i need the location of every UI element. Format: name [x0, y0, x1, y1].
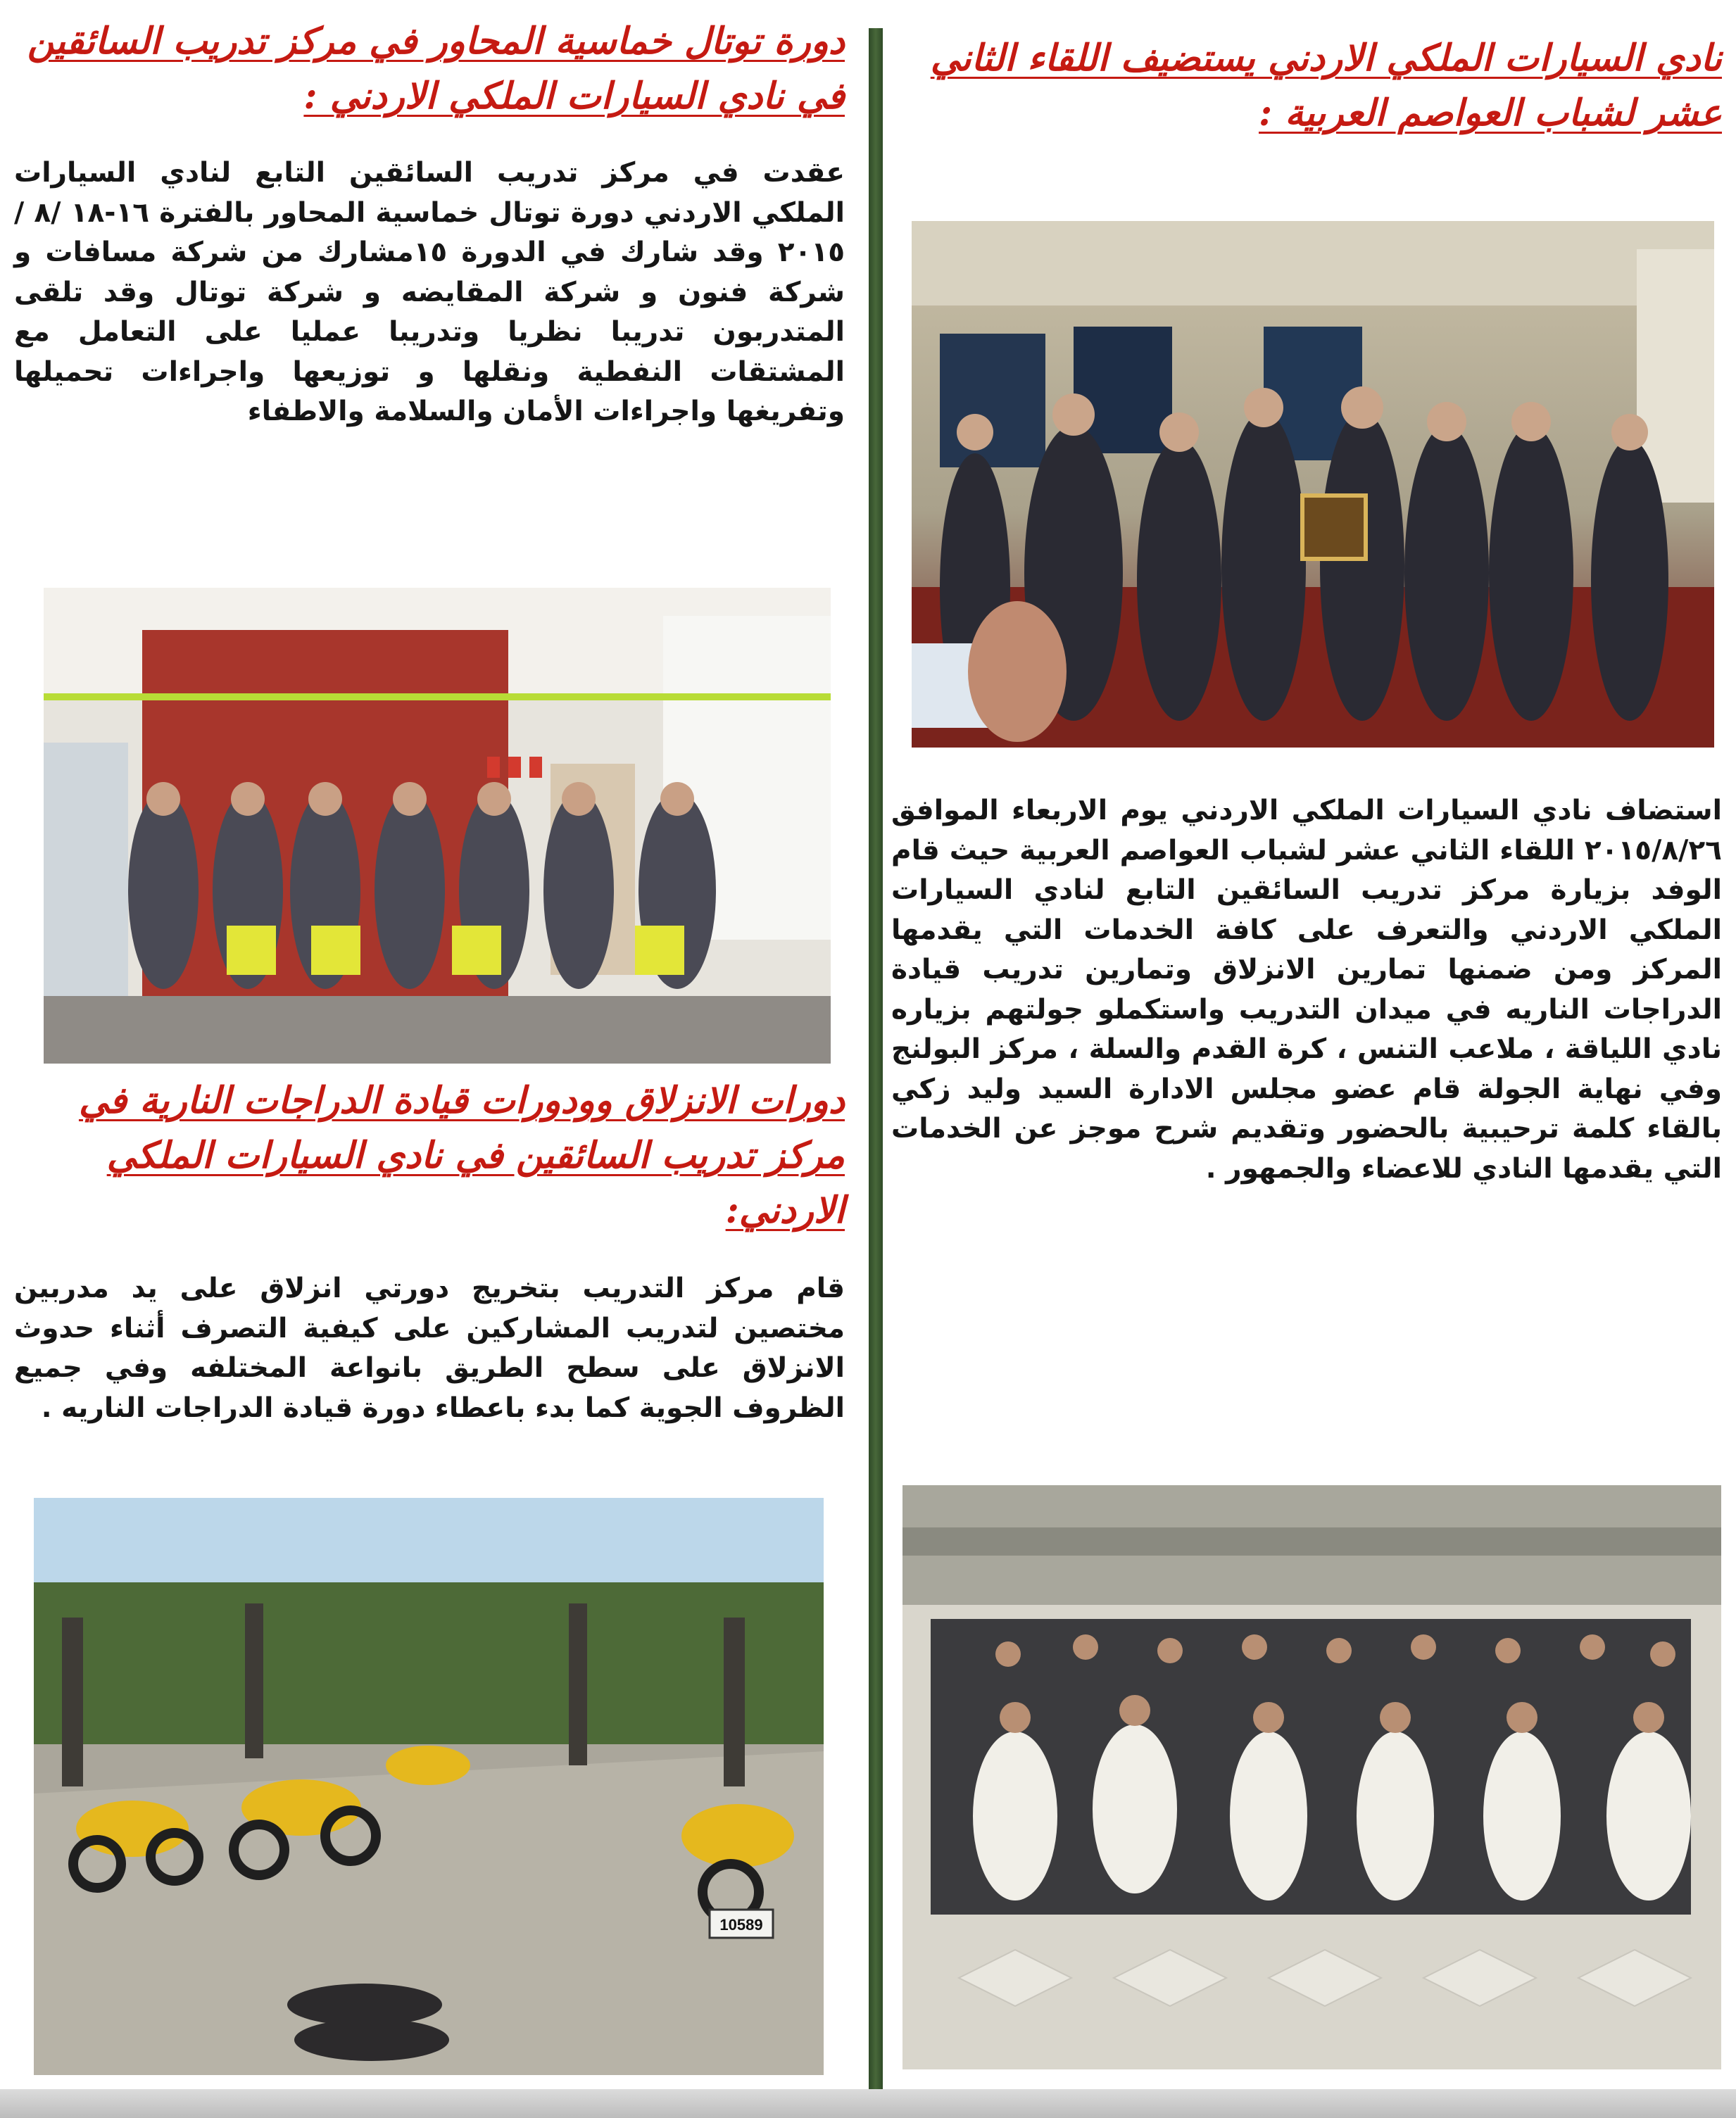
motorcycle-training-photo	[34, 1498, 824, 2075]
license-plate-text: 10589	[719, 1916, 763, 1934]
right-article-body-block	[891, 791, 1722, 1189]
total-trainees-photo	[44, 588, 831, 1064]
page-bottom-band	[0, 2089, 1736, 2118]
left-article-1-body: عقدت في مركز تدريب السائقين التابع لنادي السيارات الملكي الاردني دورة توتال خماسية المحاور بالفترة ١٦-١٨ /٨ /٢٠١٥ وقد شارك في الدورة ١٥مشارك من شركة مسافات و شركة فنون و شركة المقايضه و شركة توتال وقد تلقى المتدربون تدريبا نظريا وتدريبا عمليا على التعامل مع المشتقات النفطية ونقلها و توزيعها واجراءات تحميلها وتفريغها واجراءات الأمان والسلامة والاطفاء	[14, 157, 845, 427]
right-article-body: استضاف نادي السيارات الملكي الاردني يوم الاربعاء الموافق ٢٠١٥/٨/٢٦ اللقاء الثاني عشر لشباب العواصم العربية حيث قام الوفد بزيارة مركز تدريب السائقين التابع لنادي السيارات الملكي الاردني والتعرف على كافة الخدمات التي يقدمها المركز ومن ضمنها تمارين الانزلاق وتمارين تدريب قيادة الدراجات الناريه في ميدان التدريب واستكملو جولتهم بزياره نادي اللياقة ، ملاعب التنس ، كرة القدم والسلة ، مركز البولنج وفي نهاية الجولة قام عضو مجلس الادارة السيد وليد زكي بالقاء كلمة ترحيبية بالحضور وتقديم شرح موجز عن الخدمات التي يقدمها النادي للاعضاء والجمهور .	[891, 795, 1722, 1185]
column-divider	[869, 28, 883, 2089]
left-article-2-title: دورات الانزلاق وودورات قيادة الدراجات النارية في مركز تدريب السائقين في نادي السيارات الملكي الاردني:	[78, 1079, 845, 1232]
left-article-2-body: قام مركز التدريب بتخريج دورتي انزلاق على يد مدربين مختصين لتدريب المشاركين على كيفية التصرف أثناء حدوث الانزلاق على سطح الطريق بانواعة المختلفه وفي جميع الظروف الجوية كما بدء باعطاء دورة قيادة الدراجات الناريه .	[14, 1273, 845, 1424]
right-article-title: نادي السيارات الملكي الاردني يستضيف اللقاء الثاني عشر لشباب العواصم العربية :	[930, 37, 1722, 134]
delegation-plaque-photo	[912, 221, 1714, 748]
right-article-title-block	[891, 31, 1722, 141]
left-article-2-body-block	[14, 1269, 845, 1428]
youth-group-photo	[902, 1485, 1721, 2069]
left-article-1-title-block	[14, 14, 845, 124]
left-article-1-body-block	[14, 153, 845, 432]
left-article-2-title-block	[14, 1073, 845, 1238]
left-article-1-title: دورة توتال خماسية المحاور في مركز تدريب السائقين في نادي السيارات الملكي الاردني :	[27, 20, 845, 118]
